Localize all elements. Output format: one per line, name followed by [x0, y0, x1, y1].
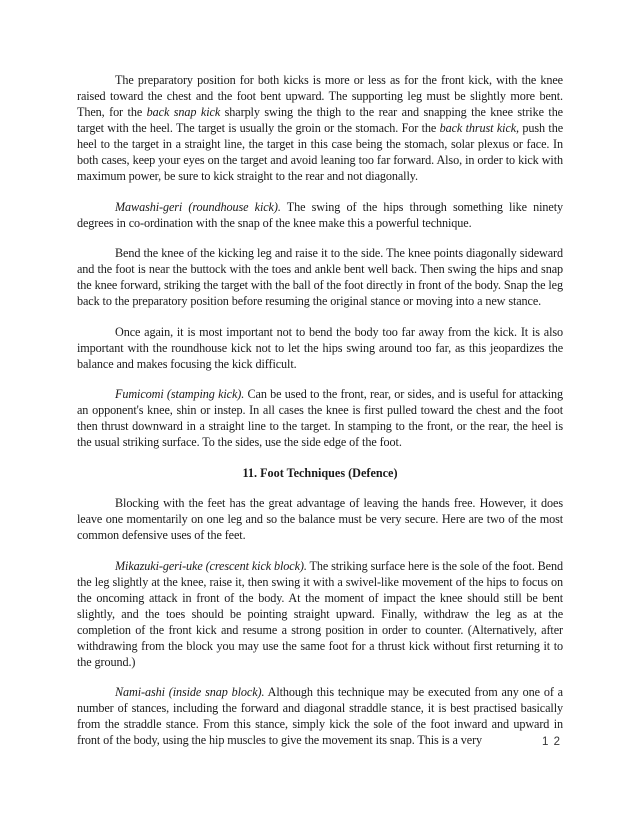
document-page	[77, 72, 563, 763]
italic-term: Mikazuki-geri-uke (crescent kick block).	[115, 558, 307, 573]
text-segment: Blocking with the feet has the great advantage of leaving the hands free. However, it does leave one momentarily on one leg and so the balance must be very secure. Here are two of the most common defensive uses of the feet.	[77, 496, 563, 542]
body-text	[77, 72, 563, 748]
paragraph	[77, 72, 563, 184]
text-segment: push the heel to the target in a straight line, the target in this case being the stomach, solar plexus or face. In both cases, keep your eyes on the target and avoid leaning too far forward. Also, in order to kick with maximum power, be sure to kick straight to the rear and not diagonally.	[77, 121, 563, 183]
text-segment: Although this technique may be executed from any one of a number of stances, including the forward and diagonal straddle stance, it is best practised basically from the straddle stance. From this stance, simply kick the sole of the foot inward and upward in front of the body, using the hip muscles to give the movement its snap. This is a very	[77, 685, 563, 747]
page-number: 1 2	[542, 736, 561, 748]
text-segment: The striking surface here is the sole of the foot. Bend the leg slightly at the knee, raise it, then swing it with a swivel-like movement of the hips to focus on the oncoming attack in front of the body. At the moment of impact the knee should still be bent slightly, and the toes should be pointing straight upward. Finally, withdraw the leg as at the completion of the front kick and resume a strong position in order to counter. (Alternatively, after withdrawing from the block you may use the same foot for a thrust kick without first returning it to the ground.)	[77, 558, 563, 669]
text-segment: sharply swing the thigh to the rear and snapping the knee strike the target with the heel. The target is usually the groin or the stomach. For the	[77, 105, 563, 135]
paragraph	[77, 495, 563, 543]
text-segment: Once again, it is most important not to bend the body too far away from the kick. It is also important with the roundhouse kick not to let the hips swing around too far, as this jeopardizes the balance and makes focusing the kick difficult.	[77, 324, 563, 371]
text-segment: The preparatory position for both kicks is more or less as for the front kick, with the knee raised toward the chest and the foot bent upward. The supporting leg must be slightly more bent. Then, for the	[77, 73, 563, 119]
paragraph	[77, 386, 563, 450]
italic-term: Nami-ashi (inside snap block).	[115, 685, 265, 699]
paragraph	[77, 558, 563, 670]
text-segment: The swing of the hips through something like ninety degrees in co-ordination with the snap of the knee make this a powerful technique.	[77, 199, 563, 230]
italic-term: back thrust kick,	[439, 121, 520, 135]
paragraph	[77, 324, 563, 372]
text-segment: Can be used to the front, rear, or sides, and is useful for attacking an opponent's knee, shin or instep. In all cases the knee is first pulled toward the chest and the foot then thrust downward in a straight line to the target. In stamping to the front, or the rear, the heel is the usual striking surface. To the sides, use the side edge of the foot.	[77, 387, 564, 449]
italic-term: Mawashi-geri (roundhouse kick).	[115, 199, 281, 214]
text-segment: Bend the knee of the kicking leg and raise it to the side. The knee points diagonally sideward and the foot is near the buttock with the toes and ankle bent well back. Then swing the hips and snap the knee forward, striking the target with the ball of the foot directly in front of the body. Snap the leg back to the preparatory position before resuming the original stance or moving into a new stance.	[77, 246, 563, 308]
italic-term: Fumicomi (stamping kick).	[115, 387, 245, 401]
paragraph	[77, 245, 563, 309]
italic-term: back snap kick	[146, 105, 221, 119]
paragraph	[77, 199, 563, 231]
section-heading: 11. Foot Techniques (Defence)	[242, 465, 398, 480]
